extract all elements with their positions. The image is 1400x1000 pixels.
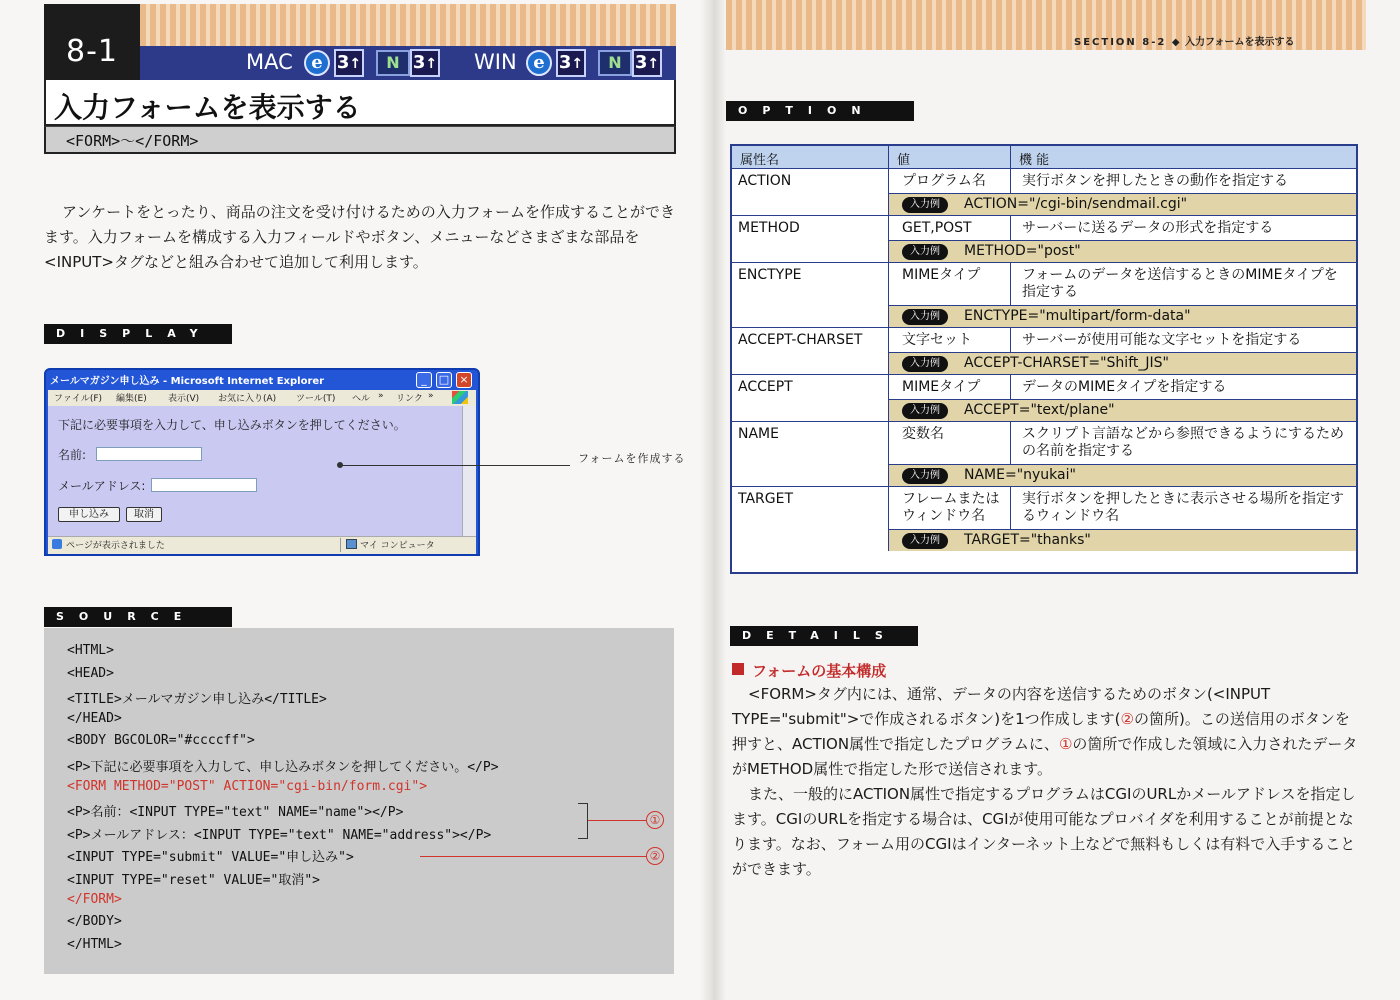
marker-2: ② <box>646 847 664 865</box>
details-marker-1: ① <box>1058 735 1073 753</box>
table-function: サーバーに送るデータの形式を指定する <box>1022 220 1274 236</box>
page-gutter <box>700 0 726 1000</box>
source-code-line: </FORM> <box>67 891 122 907</box>
example-badge: 入力例 <box>902 244 948 260</box>
example-code: NAME="nyukai" <box>964 467 1076 483</box>
reset-button[interactable]: 取消 <box>126 507 162 522</box>
details-paragraph-2: また、一般的にACTION属性で指定するプログラムはCGIのURLかメールアドレスを指定します。CGIのURLを指定する場合は、CGIが使用可能なプロバイダを利用することが前提となります。なお、フォーム用のCGIはインターネット上などで無料もしくは有料で入手することができます。 <box>732 785 1356 878</box>
menu-view[interactable]: 表示(V) <box>168 394 200 404</box>
platform-win-label: WIN <box>474 50 517 74</box>
details-label: DETAILS <box>730 626 918 646</box>
table-function: 実行ボタンを押したときの動作を指定する <box>1022 173 1288 189</box>
table-function: 実行ボタンを押したときに表示させる場所を指定するウィンドウ名 <box>1022 491 1344 524</box>
table-attr-name: ACTION <box>738 173 792 189</box>
row-divider <box>730 374 1358 375</box>
table-attr-name: NAME <box>738 426 779 442</box>
my-computer-icon <box>346 539 357 549</box>
table-value: 変数名 <box>902 426 944 442</box>
win-ie-version-badge: 3↑ <box>556 49 586 77</box>
callout-text: フォームを作成する <box>578 452 686 465</box>
table-attr-name: ACCEPT <box>738 379 793 395</box>
details-p1-part-c: の箇所で作成した領域に入力されたデータがMETHOD属性で指定した形で送信されます。 <box>732 735 1358 778</box>
browser-scrollbar[interactable] <box>462 406 476 536</box>
table-function: フォームのデータを送信するときのMIMEタイプを指定する <box>1022 267 1338 300</box>
details-p1-part-a: <FORM>タグ内には、通常、データの内容を送信するためのボタン(<INPUT TYPE="submit">で作成されるボタン)を1つ作成します( <box>732 685 1271 728</box>
example-band <box>889 400 1356 421</box>
column-divider <box>1010 487 1011 529</box>
tag-syntax: <FORM>～</FORM> <box>66 132 199 150</box>
running-head <box>1074 33 1295 48</box>
links-overflow-chevron-icon[interactable]: » <box>428 391 434 401</box>
example-code: TARGET="thanks" <box>964 532 1091 548</box>
menu-overflow-chevron-icon[interactable]: » <box>378 391 384 401</box>
name-input[interactable] <box>96 447 202 461</box>
version-up-arrow-icon: ↑ <box>425 56 438 72</box>
source-code-line: <P>下記に必要事項を入力して、申し込みボタンを押してください。</P> <box>67 760 499 775</box>
close-icon[interactable]: × <box>456 372 472 388</box>
mac-ie-version-badge: 3↑ <box>334 49 364 77</box>
win-nn-version-badge: 3↑ <box>632 49 662 77</box>
column-divider <box>1010 328 1011 352</box>
table-attr-name: ENCTYPE <box>738 267 802 283</box>
column-divider <box>888 146 889 551</box>
ie-icon: e <box>526 50 552 76</box>
browser-title: メールマガジン申し込み - Microsoft Internet Explorer <box>50 376 325 387</box>
platform-mac-label: MAC <box>246 50 293 74</box>
column-divider <box>1010 263 1011 305</box>
menu-links[interactable]: リンク <box>396 394 423 404</box>
details-paragraph-1 <box>732 682 1364 782</box>
row-divider <box>730 421 1358 422</box>
table-function: サーバーが使用可能な文字セットを指定する <box>1022 332 1302 348</box>
details-body <box>732 682 1364 882</box>
running-head-section: SECTION 8-2 <box>1074 37 1167 48</box>
page-title: 入力フォームを表示する <box>54 91 361 124</box>
menu-favorites[interactable]: お気に入り(A) <box>218 394 277 404</box>
marker-1-line <box>588 820 646 821</box>
table-function: スクリプト言語などから参照できるようにするための名前を指定する <box>1022 426 1344 459</box>
example-badge: 入力例 <box>902 197 948 213</box>
name-label: 名前: <box>58 448 87 462</box>
version-up-arrow-icon: ↑ <box>571 56 584 72</box>
source-code-line: <P>名前：<INPUT TYPE="text" NAME="name"></P> <box>67 805 404 821</box>
section-number: 8-1 <box>66 34 118 69</box>
source-code-line: <INPUT TYPE="submit" VALUE="申し込み"> <box>67 850 354 866</box>
row-divider <box>730 262 1358 263</box>
menu-tools[interactable]: ツール(T) <box>296 394 336 404</box>
status-divider <box>340 538 341 552</box>
source-label: SOURCE <box>44 607 232 627</box>
row-divider <box>730 327 1358 328</box>
details-p1-part-b: の箇所)。この送信用のボタンを押すと、ACTION属性で指定したプログラムに、 <box>732 710 1350 753</box>
table-value: GET,POST <box>902 220 972 236</box>
row-divider <box>730 215 1358 216</box>
source-code-line: <P>メールアドレス：<INPUT TYPE="text" NAME="address"></P> <box>67 827 492 843</box>
source-code-line: <TITLE>メールマガジン申し込み</TITLE> <box>67 692 327 708</box>
table-attr-name: METHOD <box>738 220 800 236</box>
source-code-line: <INPUT TYPE="reset" VALUE="取消"> <box>67 873 320 888</box>
address-label: メールアドレス: <box>58 479 146 493</box>
example-code: METHOD="post" <box>964 243 1081 259</box>
status-right: マイ コンピュータ <box>360 541 435 551</box>
example-code: ACCEPT="text/plane" <box>964 402 1115 418</box>
source-code-line: <BODY BGCOLOR="#ccccff"> <box>67 733 255 749</box>
example-band <box>889 530 1356 551</box>
column-divider <box>1010 422 1011 464</box>
marker-bracket <box>578 803 588 839</box>
table-header-function: 機 能 <box>1011 146 1356 168</box>
example-code: ACCEPT-CHARSET="Shift_JIS" <box>964 355 1169 371</box>
row-divider <box>730 486 1358 487</box>
table-attr-name: TARGET <box>738 491 794 507</box>
table-header-divider <box>730 168 1358 169</box>
example-band <box>889 241 1356 262</box>
version-up-arrow-icon: ↑ <box>647 56 660 72</box>
column-divider <box>1010 375 1011 399</box>
intro-paragraph: アンケートをとったり、商品の注文を受け付けるための入力フォームを作成することができます。入力フォームを構成する入力フィールドやボタン、メニューなどさまざまな部品を<INPUT>タグなどと組み合わせて追加して利用します。 <box>44 203 676 271</box>
source-code-line: </HTML> <box>67 936 122 952</box>
column-divider <box>1010 169 1011 193</box>
example-badge: 入力例 <box>902 309 948 325</box>
table-value: プログラム名 <box>902 173 986 189</box>
example-badge: 入力例 <box>902 403 948 419</box>
column-divider <box>1010 216 1011 240</box>
version-up-arrow-icon: ↑ <box>349 56 362 72</box>
page-loaded-icon <box>52 539 62 549</box>
windows-logo-icon <box>452 391 468 404</box>
source-code-line: <HEAD> <box>67 665 114 681</box>
option-label: OPTION <box>726 101 914 121</box>
example-badge: 入力例 <box>902 356 948 372</box>
example-code: ENCTYPE="multipart/form-data" <box>964 308 1191 324</box>
status-left: ページが表示されました <box>66 541 165 551</box>
source-code-line: <FORM METHOD="POST" ACTION="cgi-bin/form.cgi"> <box>67 778 428 794</box>
minimize-icon[interactable]: _ <box>416 372 432 388</box>
marker-1: ① <box>646 811 664 829</box>
table-value: MIMEタイプ <box>902 267 981 283</box>
netscape-icon: N <box>376 50 410 76</box>
marker-2-line <box>420 856 646 857</box>
source-code-line: <HTML> <box>67 643 114 658</box>
table-attr-name: ACCEPT-CHARSET <box>738 332 863 348</box>
details-heading-marker <box>732 663 744 675</box>
submit-button[interactable]: 申し込み <box>58 507 120 522</box>
table-header-attribute: 属性名 <box>732 146 888 168</box>
maximize-icon[interactable]: □ <box>436 372 452 388</box>
menu-file[interactable]: ファイル(F) <box>54 394 103 404</box>
address-input[interactable] <box>151 478 257 492</box>
example-band <box>889 465 1356 486</box>
table-value: フレームまたはウィンドウ名 <box>902 491 1000 524</box>
menu-edit[interactable]: 編集(E) <box>116 394 147 404</box>
details-marker-2: ② <box>1120 710 1134 728</box>
example-badge: 入力例 <box>902 533 948 549</box>
diamond-icon: ◆ <box>1171 37 1180 48</box>
table-value: MIMEタイプ <box>902 379 981 395</box>
menu-help[interactable]: ヘル <box>352 394 371 404</box>
callout-line <box>340 465 570 466</box>
ie-icon: e <box>304 50 330 76</box>
example-code: ACTION="/cgi-bin/sendmail.cgi" <box>964 196 1188 212</box>
table-header-value: 値 <box>889 146 1010 168</box>
source-code-line: </BODY> <box>67 914 122 930</box>
form-instruction: 下記に必要事項を入力して、申し込みボタンを押してください。 <box>58 418 406 432</box>
details-heading: フォームの基本構成 <box>752 662 887 680</box>
table-function: データのMIMEタイプを指定する <box>1022 379 1227 395</box>
example-badge: 入力例 <box>902 468 948 484</box>
running-head-title: 入力フォームを表示する <box>1185 37 1295 48</box>
source-code-line: </HEAD> <box>67 710 122 726</box>
mac-nn-version-badge: 3↑ <box>410 49 440 77</box>
header-stripe <box>140 4 676 46</box>
table-value: 文字セット <box>902 332 972 348</box>
column-divider <box>1010 146 1011 168</box>
netscape-icon: N <box>598 50 632 76</box>
display-label: DISPLAY <box>44 324 232 344</box>
